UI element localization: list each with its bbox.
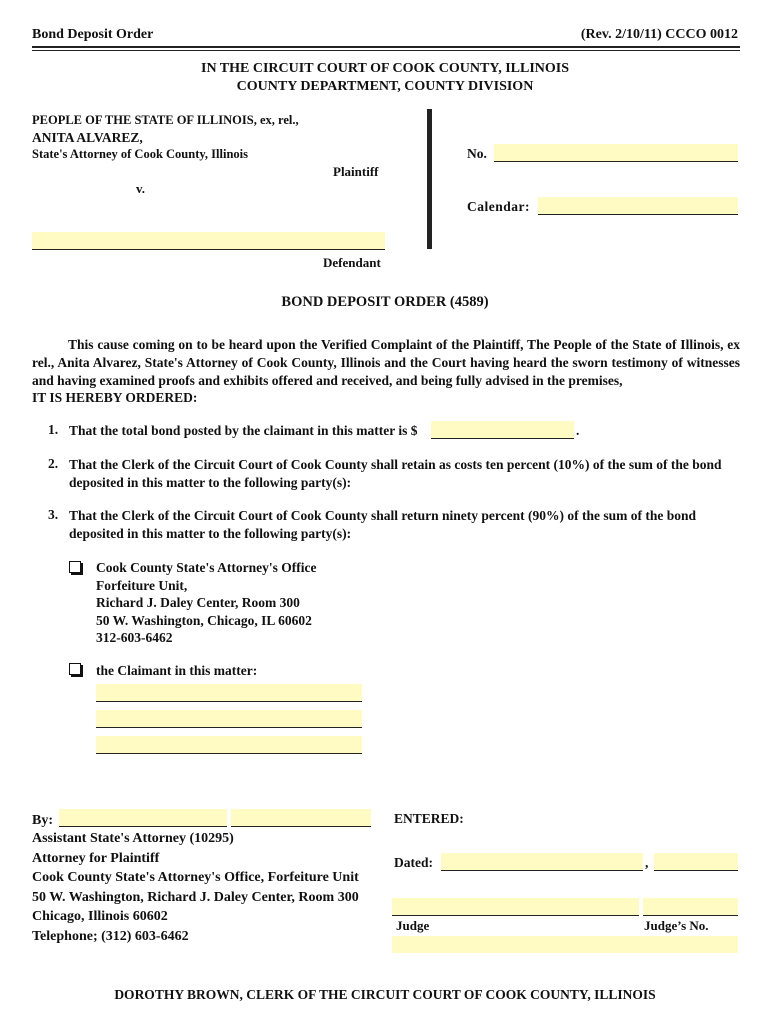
sig-line-5: Chicago, Illinois 60602: [32, 909, 168, 924]
judge-stamp-area[interactable]: [392, 936, 738, 953]
header-rule-thin: [32, 50, 740, 51]
item-1-number: 1.: [48, 422, 59, 437]
judge-no-label: Judge’s No.: [644, 918, 709, 933]
item-3-number: 3.: [48, 507, 59, 522]
claimant-line-3[interactable]: [96, 736, 362, 754]
calendar-field[interactable]: [538, 197, 738, 215]
sao-address-line-1: Cook County State's Attorney's Office: [96, 560, 317, 575]
sao-address-line-4: 50 W. Washington, Chicago, IL 60602: [96, 612, 312, 628]
signature-field-2[interactable]: [231, 809, 371, 827]
bond-amount-field[interactable]: [431, 421, 574, 439]
intro-paragraph: This cause coming on to be heard upon the Verified Complaint of the Plaintiff, The People of the State of Illinois, ex rel., Anita Alvarez, State's Attorney of Cook County, Illinois and the Court having heard the sworn testimony of witnesses and having examined proofs and exhibits offered and received, and being fully advised in the premises,: [32, 337, 740, 388]
sao-address-line-2: Forfeiture Unit,: [96, 577, 188, 593]
caption-divider: [427, 109, 432, 249]
sao-address-line-3: Richard J. Daley Center, Room 300: [96, 595, 300, 610]
sig-line-6: Telephone; (312) 603-6462: [32, 928, 189, 944]
defendant-field[interactable]: [32, 232, 385, 250]
judge-label: Judge: [396, 918, 430, 933]
ordered-line: IT IS HEREBY ORDERED:: [32, 390, 198, 405]
order-title: BOND DEPOSIT ORDER (4589): [281, 294, 489, 310]
dated-field[interactable]: [441, 853, 643, 871]
judge-field[interactable]: [392, 898, 639, 916]
dated-year-field[interactable]: [654, 853, 738, 871]
calendar-label: Calendar:: [467, 199, 530, 214]
sig-line-4: 50 W. Washington, Richard J. Daley Center, Room 300: [32, 889, 359, 905]
court-division: COUNTY DEPARTMENT, COUNTY DIVISION: [236, 79, 534, 94]
claimant-checkbox[interactable]: [69, 663, 81, 675]
sig-line-1: Assistant State's Attorney (10295): [32, 831, 234, 846]
claimant-line-1[interactable]: [96, 684, 362, 702]
dated-comma: ,: [645, 855, 649, 870]
plaintiff-line-2: ANITA ALVAREZ,: [32, 130, 143, 145]
dated-label: Dated:: [394, 855, 433, 870]
sao-address-line-5: 312-603-6462: [96, 630, 173, 645]
entered-label: ENTERED:: [394, 811, 464, 826]
versus-label: v.: [136, 181, 146, 196]
sig-line-3: Cook County State's Attorney's Office, Forfeiture Unit: [32, 870, 359, 885]
case-no-label: No.: [467, 146, 487, 161]
signature-field[interactable]: [59, 809, 227, 827]
court-name: IN THE CIRCUIT COURT OF COOK COUNTY, ILLINOIS: [201, 61, 569, 76]
item-3-text: That the Clerk of the Circuit Court of Cook County shall return ninety percent (90%) of the sum of the bond deposited in this matter to the following party(s):: [69, 508, 696, 541]
plaintiff-label: Plaintiff: [333, 164, 379, 179]
item-2-text: That the Clerk of the Circuit Court of Cook County shall retain as costs ten percent (10%) of the sum of the bond deposited in this matter to the following party(s):: [69, 457, 722, 490]
plaintiff-line-3: State's Attorney of Cook County, Illinois: [32, 147, 248, 161]
item-1-text: That the total bond posted by the claimant in this matter is $: [69, 423, 418, 438]
clerk-footer: DOROTHY BROWN, CLERK OF THE CIRCUIT COURT OF COOK COUNTY, ILLINOIS: [114, 987, 656, 1002]
form-revision: (Rev. 2/10/11) CCCO 0012: [580, 27, 738, 42]
item-2-number: 2.: [48, 456, 59, 471]
header-rule: [32, 46, 740, 48]
sig-line-2: Attorney for Plaintiff: [32, 850, 160, 866]
case-no-field[interactable]: [494, 144, 738, 162]
form-name: Bond Deposit Order: [32, 27, 154, 42]
claimant-label: the Claimant in this matter:: [96, 663, 258, 678]
by-label: By:: [32, 813, 53, 828]
judge-no-field[interactable]: [643, 898, 738, 916]
sao-checkbox[interactable]: [69, 561, 81, 573]
claimant-line-2[interactable]: [96, 710, 362, 728]
item-1-period: .: [576, 423, 580, 438]
plaintiff-line-1: PEOPLE OF THE STATE OF ILLINOIS, ex, rel.,: [32, 113, 299, 127]
defendant-label: Defendant: [323, 255, 381, 270]
